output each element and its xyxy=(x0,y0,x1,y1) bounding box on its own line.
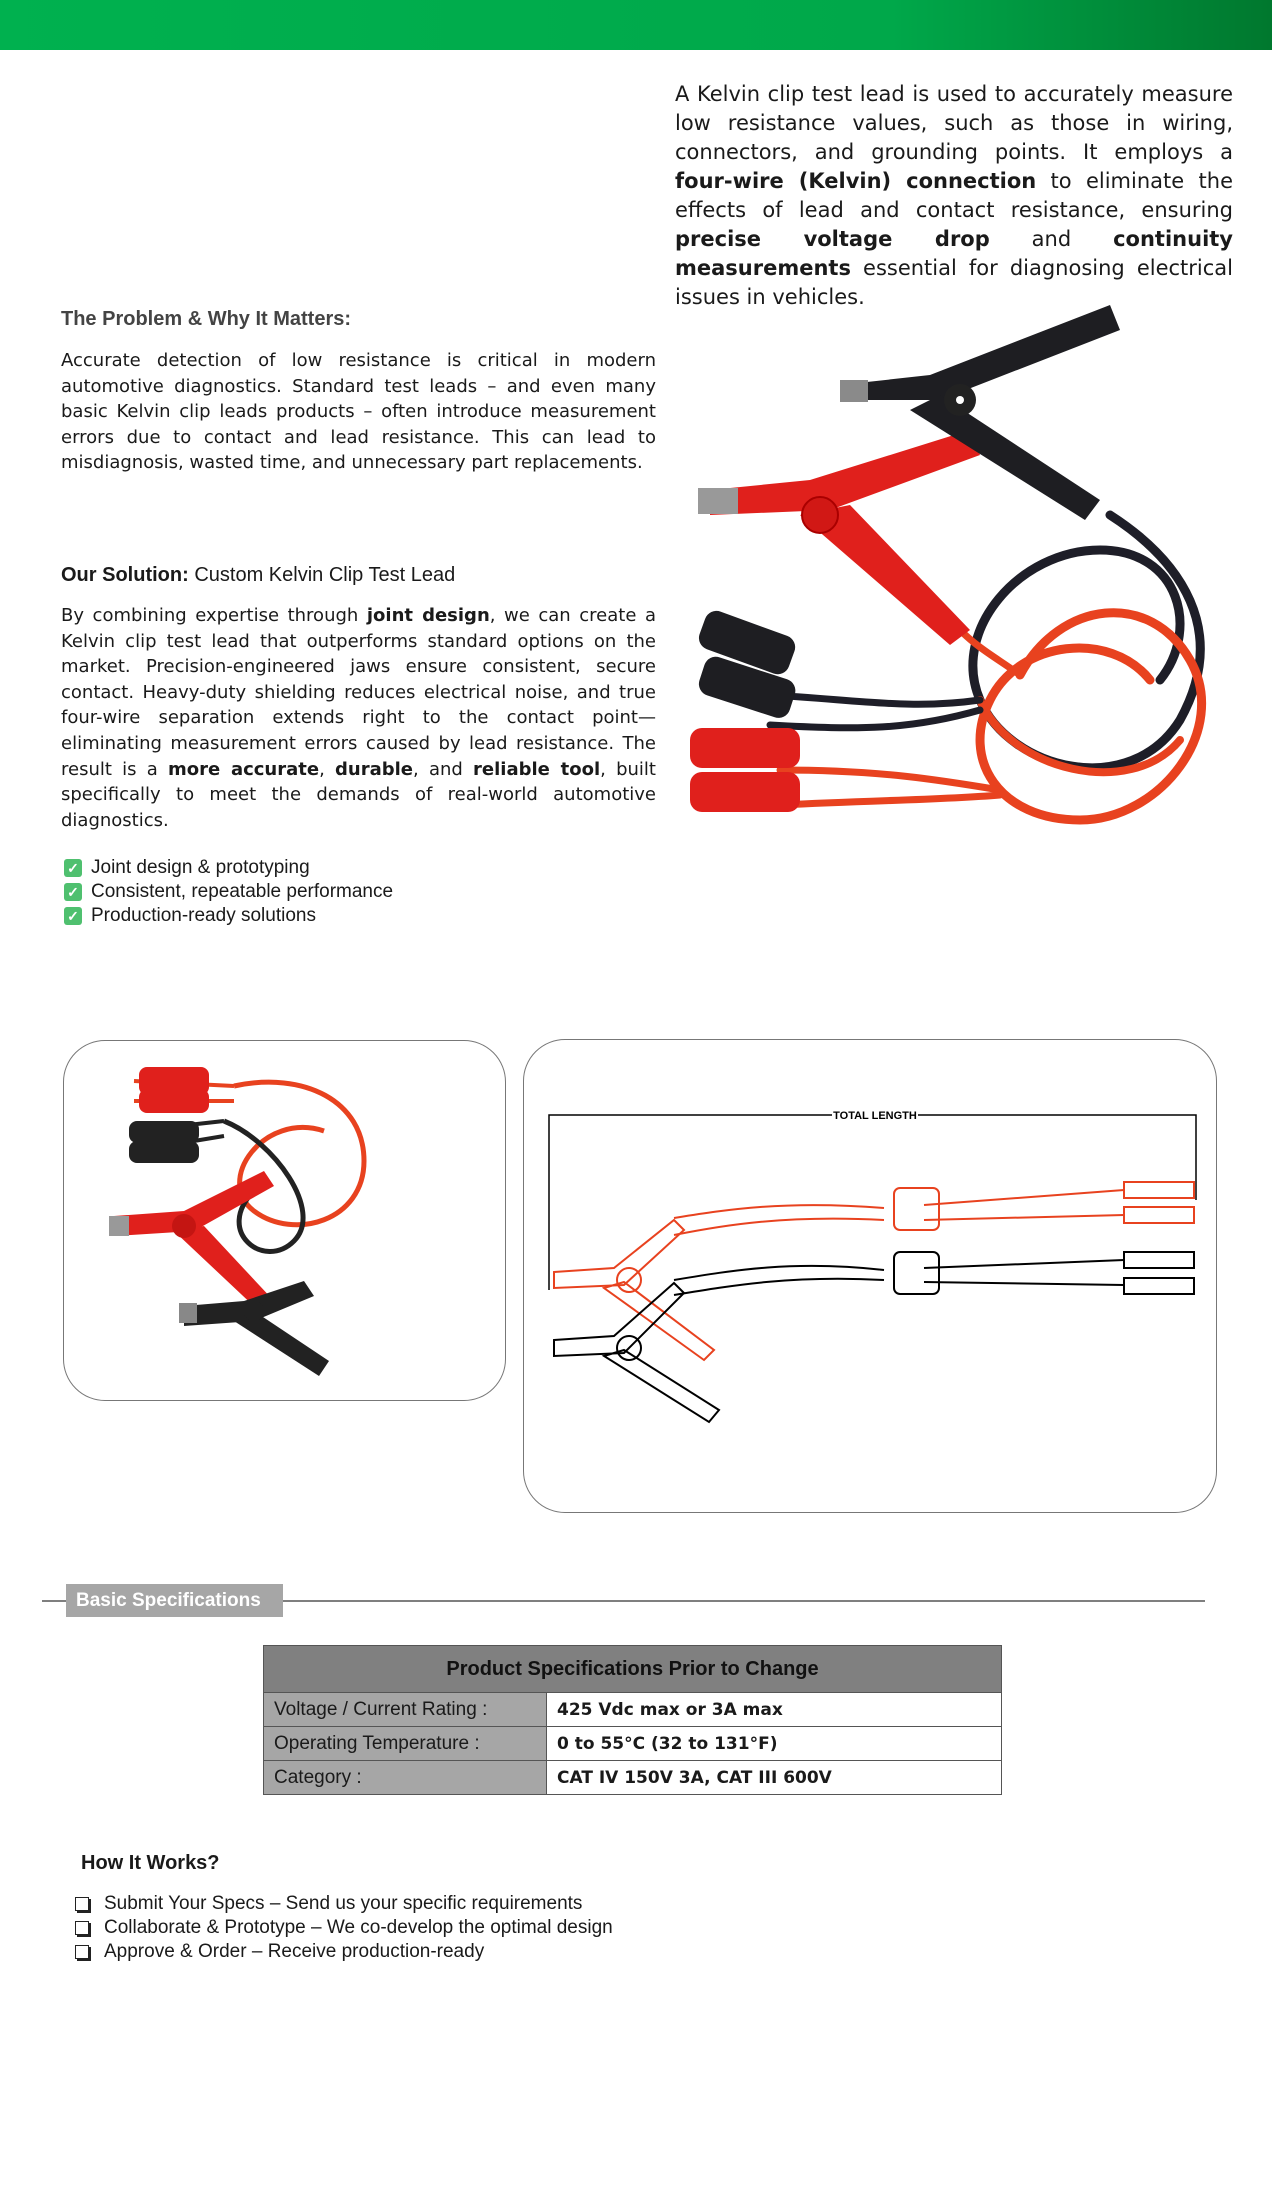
problem-paragraph: Accurate detection of low resistance is critical in modern automotive diagnostics. Standard test leads – and even many basic Kelvin clip leads products – often introduce measurement errors due to contact and lead resistance. This can lead to misdiagnosis, wasted time, and unnecessary part replacements. xyxy=(61,350,656,474)
checkbox-icon xyxy=(75,1921,89,1935)
solution-heading xyxy=(61,564,455,587)
solution-title: Custom Kelvin Clip Test Lead xyxy=(188,564,456,586)
specs-table-title: Product Specifications Prior to Change xyxy=(264,1646,1002,1693)
benefit-item: ✓ Production-ready solutions xyxy=(64,904,393,928)
specs-section-tab: Basic Specifications xyxy=(66,1584,283,1617)
total-length-label: TOTAL LENGTH xyxy=(833,1110,917,1122)
table-row xyxy=(264,1727,1002,1761)
spec-key: Voltage / Current Rating : xyxy=(264,1693,547,1727)
step-item: Approve & Order – Receive production-ready xyxy=(75,1940,613,1964)
spec-value: 425 Vdc max or 3A max xyxy=(547,1693,1002,1727)
benefit-item: ✓ Consistent, repeatable performance xyxy=(64,880,393,904)
solution-paragraph: By combining expertise through joint design, we can create a Kelvin clip test lead that outperforms standard options on the market. Precision-engineered jaws ensure consistent, secure contact. Heavy-duty shielding reduces electrical noise, and true four-wire separation extends right to the contact point—eliminating measurement errors caused by lead resistance. The result is a more accurate, durable, and reliable tool, built specifically to meet the demands of real-world automotive diagnostics. xyxy=(61,605,656,831)
checkmark-icon: ✓ xyxy=(64,859,82,877)
checkbox-icon xyxy=(75,1945,89,1959)
benefit-item: ✓ Joint design & prototyping xyxy=(64,856,393,880)
intro-paragraph: A Kelvin clip test lead is used to accurately measure low resistance values, such as those in wiring, connectors, and grounding points. It employs a four-wire (Kelvin) connection to eliminate the effects of lead and contact resistance, ensuring precise voltage drop and continuity measurements essential for diagnosing electrical issues in vehicles. xyxy=(675,82,1233,309)
technical-drawing-card xyxy=(523,1039,1217,1513)
step-item: Submit Your Specs – Send us your specific requirements xyxy=(75,1892,613,1916)
product-photo-card xyxy=(63,1040,506,1401)
checkmark-icon: ✓ xyxy=(64,907,82,925)
table-row xyxy=(264,1761,1002,1795)
problem-heading: The Problem & Why It Matters: xyxy=(61,308,352,330)
brand-header-bar xyxy=(0,0,1272,50)
checkmark-icon: ✓ xyxy=(64,883,82,901)
spec-value: CAT IV 150V 3A, CAT III 600V xyxy=(547,1761,1002,1795)
step-item: Collaborate & Prototype – We co-develop the optimal design xyxy=(75,1916,613,1940)
kelvin-clip-product-image xyxy=(680,300,1250,860)
specs-table xyxy=(263,1645,1002,1795)
technical-drawing xyxy=(524,1040,1216,1512)
spec-key: Category : xyxy=(264,1761,547,1795)
spec-key: Operating Temperature : xyxy=(264,1727,547,1761)
kelvin-clip-photo xyxy=(64,1041,505,1400)
checkbox-icon xyxy=(75,1897,89,1911)
spec-value: 0 to 55°C (32 to 131°F) xyxy=(547,1727,1002,1761)
how-it-works-list xyxy=(75,1892,613,1964)
how-it-works-heading: How It Works? xyxy=(81,1852,220,1874)
table-row xyxy=(264,1693,1002,1727)
solution-label: Our Solution: xyxy=(61,564,189,586)
benefits-list xyxy=(64,856,393,928)
